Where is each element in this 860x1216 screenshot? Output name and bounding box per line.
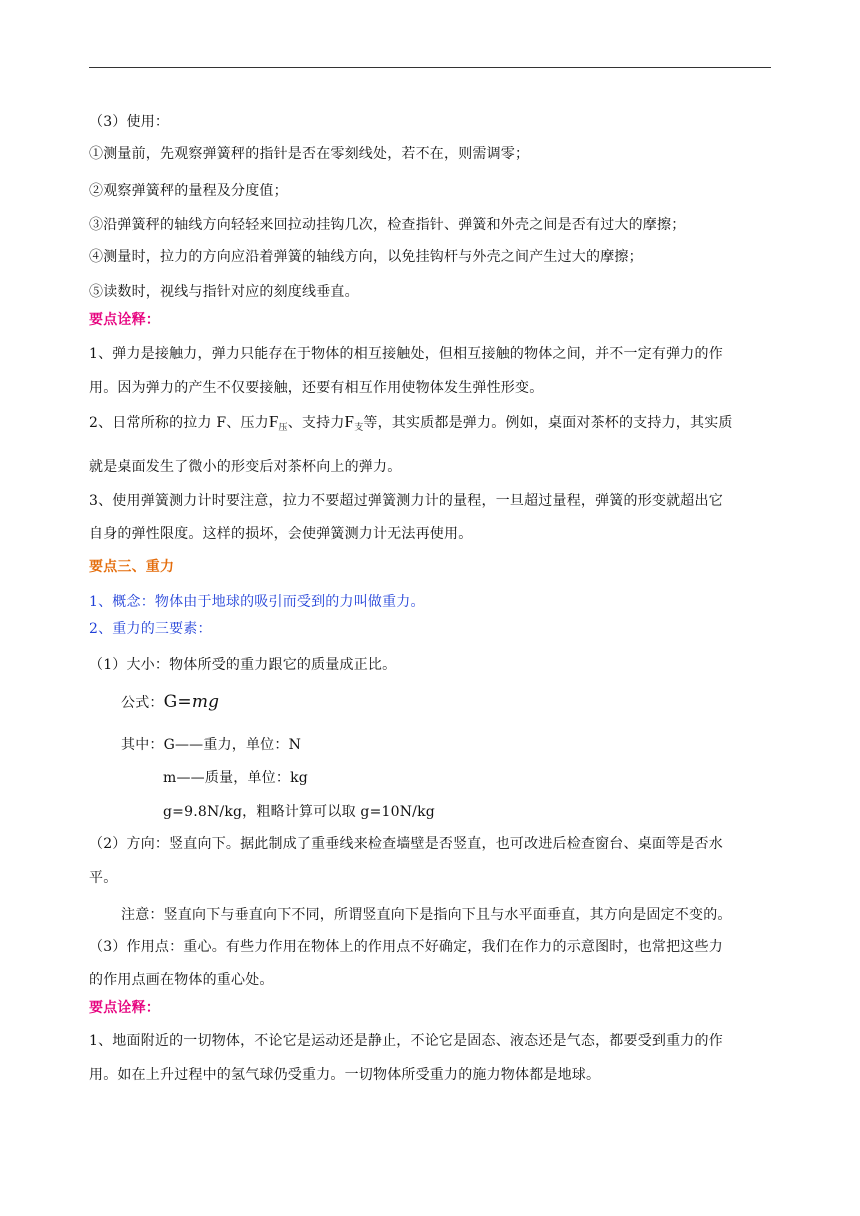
note-2-line-b: 就是桌面发生了微小的形变后对茶杯向上的弹力。 bbox=[89, 459, 402, 475]
gravity-direction-a: （2）方向：竖直向下。据此制成了重垂线来检查墙壁是否竖直，也可改进后检查窗台、桌面等是否水 bbox=[89, 836, 723, 852]
use-step-2: ②观察弹簧秤的量程及分度值； bbox=[89, 183, 288, 199]
formula-mg: mg bbox=[191, 692, 220, 712]
gravity-point-b: 的作用点画在物体的重心处。 bbox=[89, 972, 274, 988]
where-g-constant: g=9.8N/kg，粗略计算可以取 g=10N/kg bbox=[163, 804, 435, 820]
gravity-direction-note: 注意：竖直向下与垂直向下不同，所谓竖直向下是指向下且与水平面垂直，其方向是固定不变的。 bbox=[121, 907, 732, 923]
force-f-support: F bbox=[344, 412, 355, 431]
force-sub-press: 压 bbox=[278, 423, 288, 433]
section-3-heading: 要点三、重力 bbox=[89, 559, 175, 575]
where-g-weight: 其中：G——重力，单位：N bbox=[121, 737, 302, 753]
where-m-mass: m——质量，单位：kg bbox=[163, 770, 308, 786]
use-step-5: ⑤读数时，视线与指针对应的刻度线垂直。 bbox=[89, 284, 359, 300]
force-sub-support: 支 bbox=[354, 423, 364, 433]
note-2-line-a bbox=[89, 413, 789, 437]
gravity-concept: 1、概念：物体由于地球的吸引而受到的力叫做重力。 bbox=[89, 594, 425, 610]
note-3-line-a: 3、使用弹簧测力计时要注意，拉力不要超过弹簧测力计的量程，一旦超过量程，弹簧的形变就超出它 bbox=[89, 493, 723, 509]
use-step-3: ③沿弹簧秤的轴线方向轻轻来回拉动挂钩几次，检查指针、弹簧和外壳之间是否有过大的摩擦； bbox=[89, 217, 686, 233]
header-rule bbox=[89, 67, 771, 68]
note-1-line-a: 1、弹力是接触力，弹力只能存在于物体的相互接触处，但相互接触的物体之间，并不一定有弹力的作 bbox=[89, 346, 723, 362]
note-2-mid: 、支持力 bbox=[287, 415, 345, 431]
gravity-note-1-b: 用。如在上升过程中的氢气球仍受重力。一切物体所受重力的施力物体都是地球。 bbox=[89, 1067, 601, 1083]
force-f-press: F bbox=[268, 412, 279, 431]
use-heading: （3）使用： bbox=[89, 114, 170, 130]
note-heading-2: 要点诠释： bbox=[89, 1000, 160, 1016]
gravity-point-a: （3）作用点：重心。有些力作用在物体上的作用点不好确定，我们在作力的示意图时，也常把这些力 bbox=[89, 939, 723, 955]
note-2-pre: 2、日常所称的拉力 F、压力 bbox=[89, 415, 269, 431]
formula-g-equals: G= bbox=[163, 692, 192, 712]
note-1-line-b: 用。因为弹力的产生不仅要接触，还要有相互作用使物体发生弹性形变。 bbox=[89, 380, 544, 396]
gravity-three-elements: 2、重力的三要素： bbox=[89, 621, 212, 637]
note-heading-1: 要点诠释： bbox=[89, 312, 160, 328]
gravity-note-1-a: 1、地面附近的一切物体，不论它是运动还是静止，不论它是固态、液态还是气态，都要受到重力的作 bbox=[89, 1033, 723, 1049]
note-2-post: 等，其实质都是弹力。例如，桌面对茶杯的支持力，其实质 bbox=[363, 415, 733, 431]
note-3-line-b: 自身的弹性限度。这样的损坏，会使弹簧测力计无法再使用。 bbox=[89, 526, 473, 542]
gravity-formula bbox=[121, 693, 821, 712]
gravity-magnitude: （1）大小：物体所受的重力跟它的质量成正比。 bbox=[89, 657, 397, 673]
use-step-1: ①测量前，先观察弹簧秤的指针是否在零刻线处，若不在，则需调零； bbox=[89, 146, 530, 162]
gravity-direction-b: 平。 bbox=[89, 870, 118, 886]
formula-label: 公式： bbox=[121, 695, 164, 711]
use-step-4: ④测量时，拉力的方向应沿着弹簧的轴线方向，以免挂钩杆与外壳之间产生过大的摩擦； bbox=[89, 249, 643, 265]
